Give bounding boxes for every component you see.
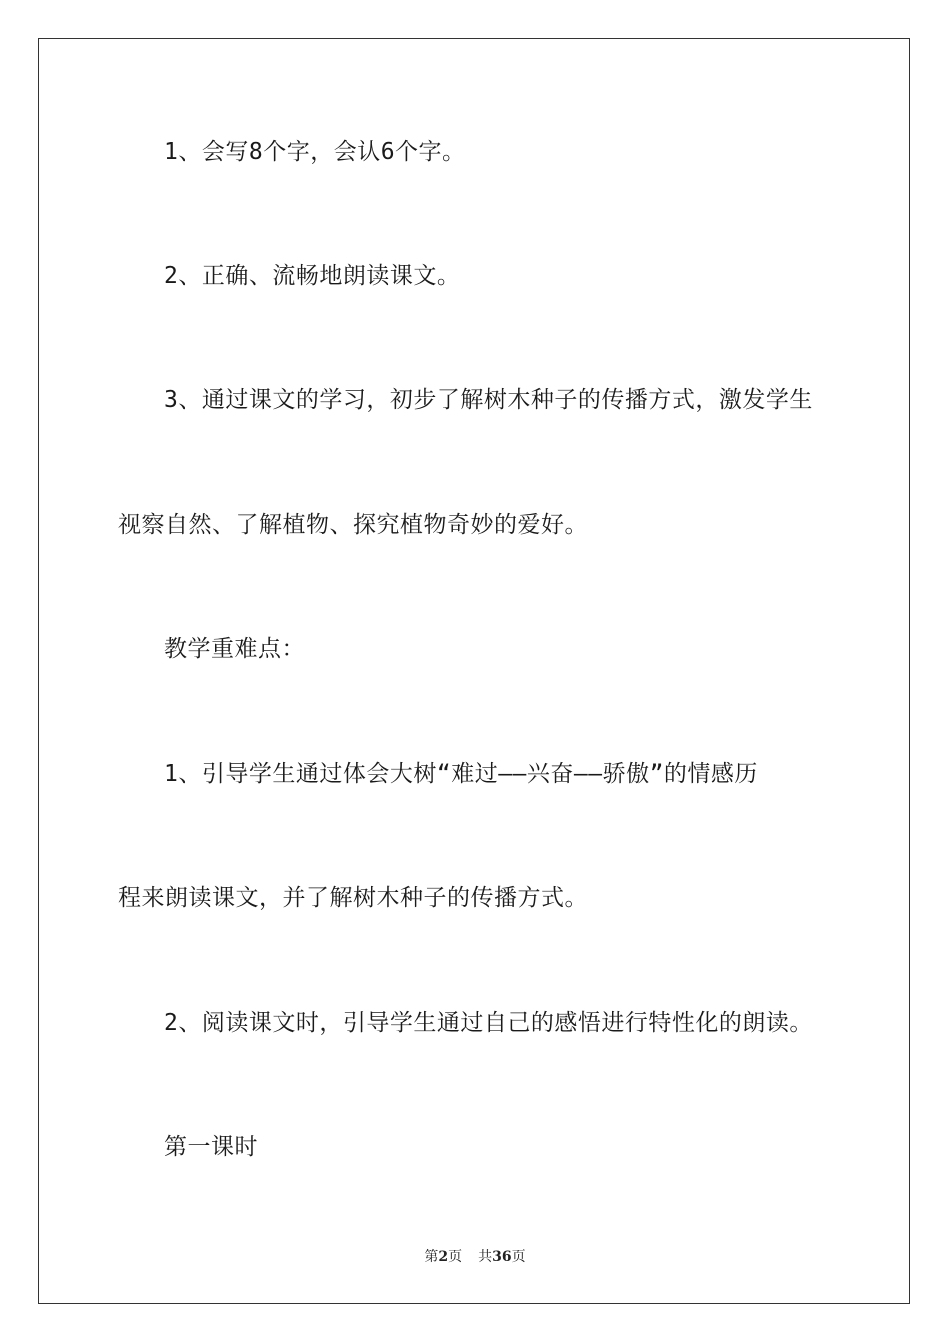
paragraph-key-point-1-continued: 程来朗读课文，并了解树木种子的传播方式。 — [118, 885, 588, 911]
section-heading-first-lesson: 第一课时 — [164, 1134, 258, 1160]
paragraph-objective-2: 2、正确、流畅地朗读课文。 — [164, 263, 461, 289]
section-heading-key-points: 教学重难点： — [164, 636, 305, 662]
paragraph-objective-1: 1、会写8个字，会认6个字。 — [164, 139, 466, 165]
page-footer — [0, 1247, 950, 1267]
page-border — [38, 38, 910, 1304]
footer-page-suffix: 页 — [448, 1249, 463, 1265]
footer-page-number: 2 — [438, 1249, 449, 1265]
paragraph-objective-3-continued: 视察自然、了解植物、探究植物奇妙的爱好。 — [118, 512, 588, 538]
footer-total-pages: 36 — [492, 1249, 512, 1265]
paragraph-key-point-1: 1、引导学生通过体会大树“难过——兴奋——骄傲”的情感历 — [164, 761, 758, 787]
footer-page-prefix: 第 — [424, 1249, 439, 1265]
footer-total-prefix: 共 — [478, 1249, 493, 1265]
paragraph-key-point-2: 2、阅读课文时，引导学生通过自己的感悟进行特性化的朗读。 — [164, 1010, 813, 1036]
paragraph-objective-3: 3、通过课文的学习，初步了解树木种子的传播方式，激发学生 — [164, 387, 813, 413]
footer-total-suffix: 页 — [511, 1249, 526, 1265]
